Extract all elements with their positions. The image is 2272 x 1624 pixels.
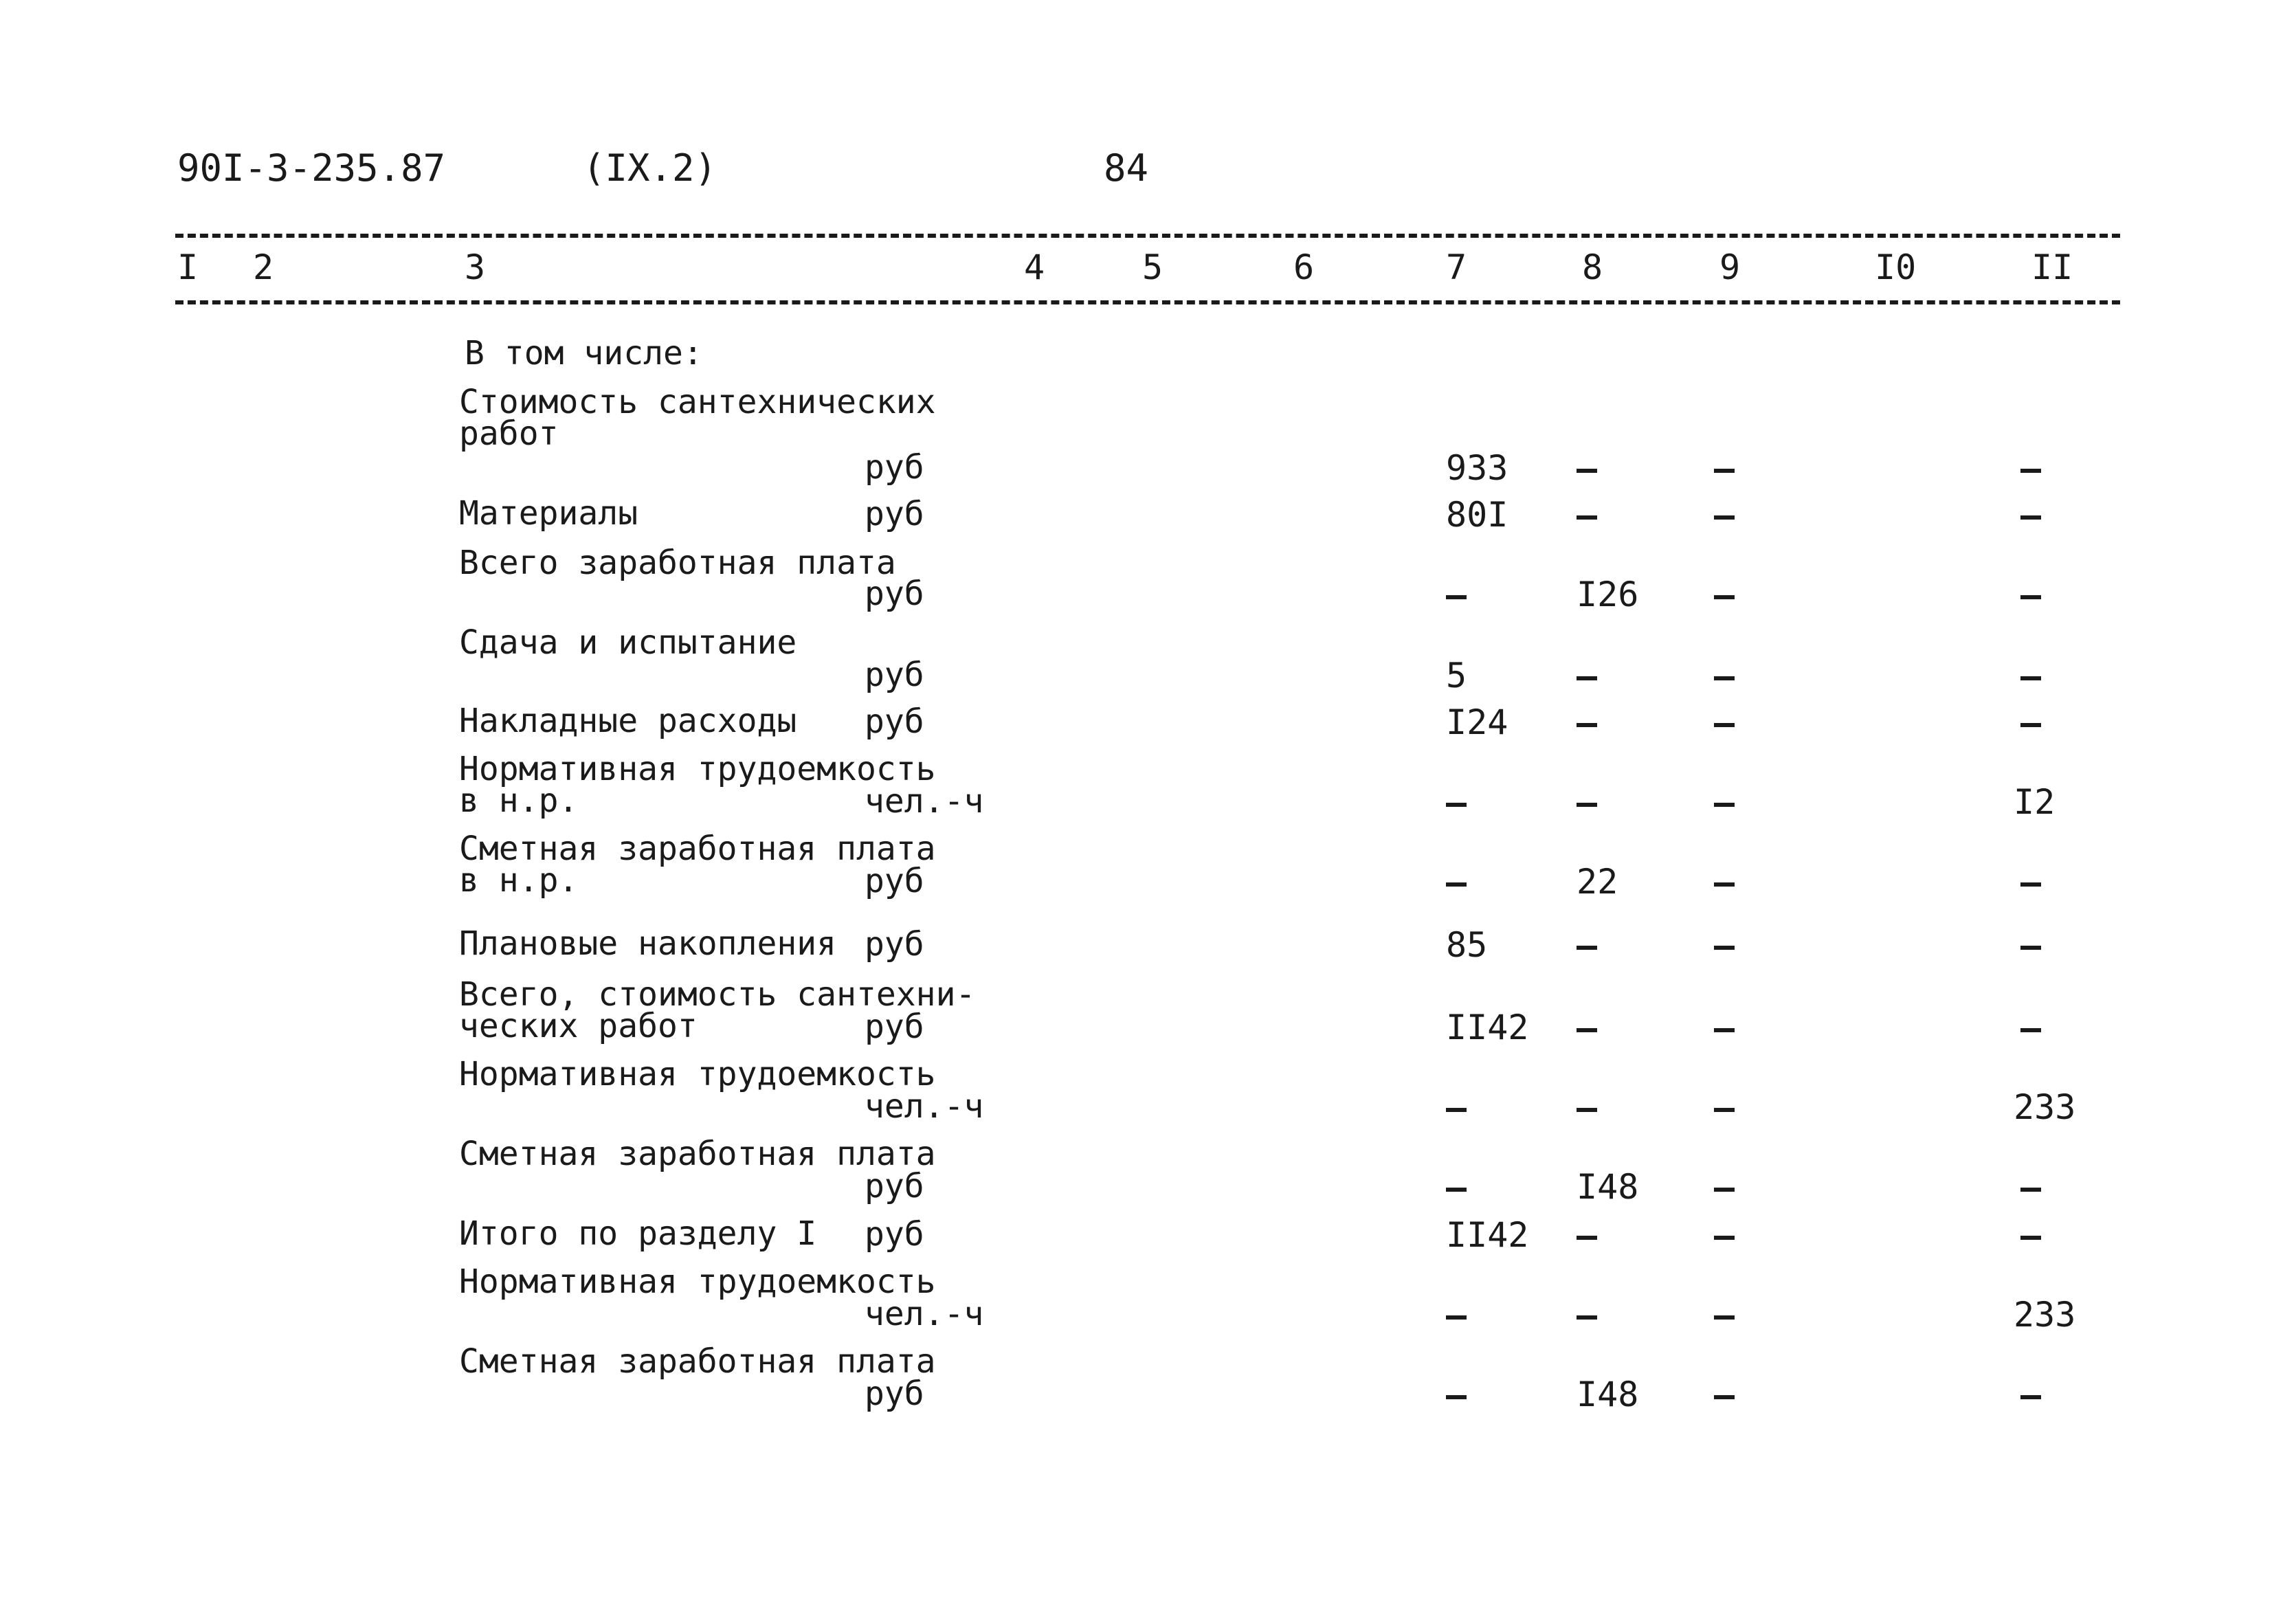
empty-value-dash [2020, 469, 2041, 473]
row-unit: руб [865, 1167, 924, 1205]
row-unit: руб [865, 448, 924, 487]
row-unit: чел.-ч [865, 782, 984, 821]
empty-value-dash [2020, 676, 2041, 680]
empty-value-dash [1714, 1108, 1735, 1112]
page-number: 84 [1104, 146, 1149, 190]
section-code: (IX.2) [583, 146, 717, 190]
empty-value-dash [1714, 676, 1735, 680]
column-header-7: 7 [1446, 247, 1467, 287]
row-unit: руб [865, 575, 924, 613]
empty-value-dash [1714, 1315, 1735, 1320]
value-c7: 933 [1446, 448, 1508, 488]
intro-text: В том числе: [465, 334, 703, 372]
column-header-8: 8 [1582, 247, 1603, 287]
row-label: Плановые накопления [459, 924, 837, 963]
empty-value-dash [2020, 882, 2041, 887]
value-c7: 80I [1446, 495, 1508, 535]
empty-value-dash [2020, 595, 2041, 599]
value-c8: I48 [1577, 1375, 1639, 1414]
row-unit: руб [865, 1375, 924, 1413]
row-label: ческих работ [459, 1007, 698, 1045]
value-c7: II42 [1446, 1008, 1529, 1047]
empty-value-dash [1577, 1236, 1597, 1240]
column-header-10: I0 [1875, 247, 1917, 287]
empty-value-dash [1577, 1108, 1597, 1112]
column-header-4: 4 [1024, 247, 1045, 287]
empty-value-dash [1714, 1188, 1735, 1192]
row-unit: руб [865, 702, 924, 741]
empty-value-dash [1577, 676, 1597, 680]
empty-value-dash [1446, 882, 1467, 887]
row-unit: руб [865, 862, 924, 900]
row-label: Материалы [459, 494, 638, 533]
row-label: Нормативная трудоемкость [459, 1263, 936, 1301]
row-label: Всего заработная плата [459, 544, 896, 582]
empty-value-dash [2020, 1028, 2041, 1032]
column-header-1: I [177, 247, 199, 287]
row-label: Сметная заработная плата [459, 1342, 936, 1381]
row-label: работ [459, 414, 559, 453]
empty-value-dash [1714, 882, 1735, 887]
empty-value-dash [1714, 1028, 1735, 1032]
empty-value-dash [1577, 1315, 1597, 1320]
empty-value-dash [1446, 1188, 1467, 1192]
empty-value-dash [1714, 1236, 1735, 1240]
row-label: Нормативная трудоемкость [459, 1055, 936, 1093]
column-header-9: 9 [1719, 247, 1741, 287]
row-unit: руб [865, 495, 924, 533]
empty-value-dash [1714, 946, 1735, 950]
row-label: Накладные расходы [459, 702, 797, 740]
column-header-6: 6 [1293, 247, 1315, 287]
value-c7: 5 [1446, 656, 1467, 696]
empty-value-dash [1714, 1395, 1735, 1399]
row-unit: руб [865, 656, 924, 694]
value-c7: 85 [1446, 925, 1488, 965]
value-c11: I2 [2014, 782, 2056, 822]
value-c11: 233 [2014, 1295, 2076, 1335]
row-label: Сдача и испытание [459, 623, 797, 662]
row-label: в н.р. [459, 861, 579, 900]
row-label: Нормативная трудоемкость [459, 750, 936, 788]
value-c8: I26 [1577, 575, 1639, 614]
column-header-2: 2 [253, 247, 274, 287]
empty-value-dash [1577, 946, 1597, 950]
row-unit: руб [865, 1008, 924, 1046]
empty-value-dash [1714, 803, 1735, 807]
row-unit: чел.-ч [865, 1087, 984, 1126]
empty-value-dash [1446, 1395, 1467, 1399]
row-label: Итого по разделу I [459, 1214, 817, 1253]
row-label: Всего, стоимость сантехни- [459, 975, 976, 1014]
empty-value-dash [1577, 469, 1597, 473]
empty-value-dash [1577, 803, 1597, 807]
row-label: Стоимость сантехнических [459, 383, 936, 421]
value-c7: II42 [1446, 1215, 1529, 1255]
empty-value-dash [1577, 515, 1597, 520]
table-header-rule [175, 300, 2120, 304]
empty-value-dash [2020, 1236, 2041, 1240]
empty-value-dash [1446, 803, 1467, 807]
empty-value-dash [1577, 1028, 1597, 1032]
empty-value-dash [1714, 723, 1735, 727]
empty-value-dash [1577, 723, 1597, 727]
document-code: 90I-3-235.87 [177, 146, 446, 190]
empty-value-dash [2020, 946, 2041, 950]
column-header-11: II [2031, 247, 2073, 287]
empty-value-dash [2020, 515, 2041, 520]
empty-value-dash [1714, 595, 1735, 599]
column-header-3: 3 [465, 247, 486, 287]
empty-value-dash [1714, 515, 1735, 520]
table-top-rule [175, 234, 2120, 238]
empty-value-dash [2020, 1395, 2041, 1399]
value-c11: 233 [2014, 1087, 2076, 1127]
row-unit: руб [865, 925, 924, 964]
empty-value-dash [2020, 1188, 2041, 1192]
row-label: в н.р. [459, 781, 579, 820]
empty-value-dash [2020, 723, 2041, 727]
row-unit: руб [865, 1215, 924, 1254]
row-label: Сметная заработная плата [459, 830, 936, 868]
row-label: Сметная заработная плата [459, 1135, 936, 1173]
column-header-5: 5 [1142, 247, 1163, 287]
empty-value-dash [1446, 1315, 1467, 1320]
empty-value-dash [1446, 595, 1467, 599]
empty-value-dash [1714, 469, 1735, 473]
value-c8: I48 [1577, 1167, 1639, 1207]
value-c7: I24 [1446, 702, 1508, 742]
empty-value-dash [1446, 1108, 1467, 1112]
value-c8: 22 [1577, 862, 1618, 902]
row-unit: чел.-ч [865, 1295, 984, 1333]
